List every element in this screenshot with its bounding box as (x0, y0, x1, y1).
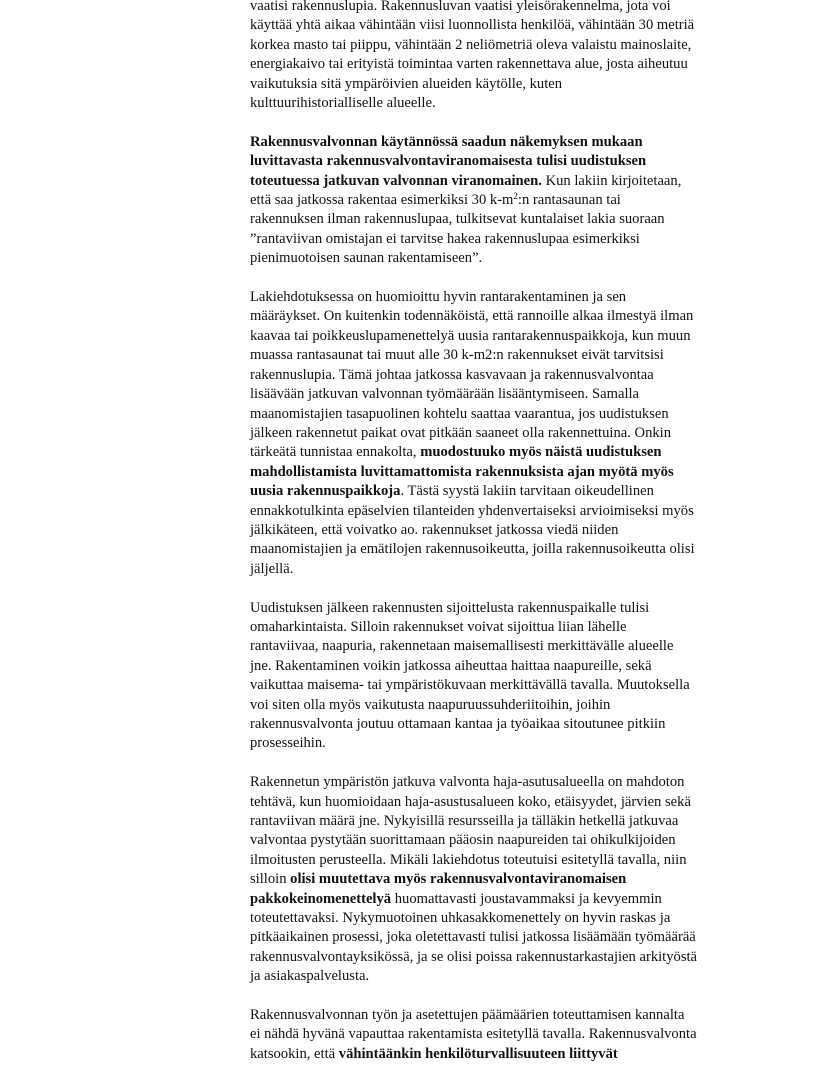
text-line (250, 172, 780, 191)
text-run: pienimuotoisen saunan rakentamiseen”. (250, 250, 483, 267)
text-run: rantaviivan määrä jne. Nykyisillä resursseilla ja tälläkin hetkellä jatkuvaa (250, 813, 679, 829)
text-line (250, 793, 780, 812)
text-line (250, 715, 780, 734)
text-run: tärkeätä tunnistaa ennakolta, (250, 444, 421, 461)
paragraph (250, 133, 780, 269)
text-run: ”rantaviivan omistajan ei tarvitse hakea rakennuslupaa esimerkiksi (250, 230, 640, 247)
text-run: ilmoitusten perusteella. Mikäli lakiehdotus toteutuisi esitetyllä tavalla, niin (250, 851, 687, 868)
text-run: vaikutuksia sitä ympäröivien alueiden käytölle, kuten (250, 75, 563, 92)
text-line (250, 288, 780, 307)
text-run: ei nähdä hyvänä vapauttaa rakentamista esitetyllä tavalla. Rakennusvalvonta (250, 1026, 697, 1043)
paragraph (250, 599, 780, 754)
text-line (250, 773, 780, 792)
text-run: pitkäaikainen prosessi, joka oletettavasti tulisi jatkossa lisäämään työmäärää (250, 929, 696, 946)
text-run: jne. Rakentaminen voikin jatkossa aiheuttaa haittaa naapureille, sekä (250, 657, 652, 674)
text-line (250, 210, 780, 229)
text-line (250, 812, 780, 831)
text-line (250, 734, 780, 753)
text-line (250, 191, 780, 210)
bold-text-run: uusia rakennuspaikkoja (250, 483, 401, 500)
text-run: omaharkintaista. Silloin rakennukset voivat sijoittua liian lähelle (250, 618, 627, 635)
text-line (250, 443, 780, 462)
bold-text-run: luvittavasta rakennusvalvontaviranomaisesta tulisi uudistuksen (250, 153, 647, 170)
text-run: maanomistajien ja emätilojen rakennusoikeutta, joilla rakennusoikeutta olisi (250, 541, 695, 558)
text-line (250, 948, 780, 967)
text-run: muassa rantasaunat tai muut alle 30 k-m2:n rakennukset eivät tarvitsisi (250, 347, 664, 364)
text-run: vaatisi rakennuslupia. Rakennusluvan vaatisi yleisörakennelma, jota voi (250, 0, 671, 14)
text-run: Rakennetun ympäristön jatkuva valvonta haja-asutusalueella on mahdoton (250, 774, 685, 791)
bold-text-run: pakkokeinomenettelyä (250, 890, 392, 907)
text-run: voi siten olla myös vaikutusta naapuruussuhderiitoihin, joihin (250, 696, 611, 713)
text-line (250, 16, 780, 35)
bold-text-run: olisi muutettava myös rakennusvalvontaviranomaisen (290, 871, 627, 888)
text-line (250, 424, 780, 443)
text-run: Lakiehdotuksessa on huomioittu hyvin rantarakentaminen ja sen (250, 289, 627, 306)
text-line (250, 909, 780, 928)
text-line (250, 599, 780, 618)
text-line (250, 152, 780, 171)
paragraph (250, 773, 780, 986)
text-line (250, 928, 780, 947)
text-line (250, 366, 780, 385)
text-run: huomattavasti joustavammaksi ja kevyemmin (391, 890, 662, 907)
text-line (250, 1025, 780, 1044)
bold-text-run: vähintäänkin henkilöturvallisuuteen liittyvät (338, 1045, 618, 1062)
text-line (250, 676, 780, 695)
text-run: että saa jatkossa rakentaa esimerkiksi 30 k-m (250, 192, 514, 209)
text-run: katsookin, että (250, 1045, 339, 1062)
text-line (250, 249, 780, 268)
text-run: . Tästä syystä lakiin tarvitaan oikeudellinen (400, 483, 654, 500)
superscript: 2 (513, 191, 518, 202)
text-run: kulttuurihistorialliselle alueelle. (250, 95, 436, 112)
text-run: Rakennusvalvonnan työn ja asetettujen päämäärien toteuttamisen kannalta (250, 1007, 685, 1024)
text-line (250, 75, 780, 94)
text-run: vaikuttaa maisema- tai ympäristökuvaan merkittävällä tavalla. Muutoksella (250, 677, 690, 694)
paragraph (250, 0, 780, 113)
text-run: rakennusvalvonta joutuu ottamaan kantaa ja työaikaa sitoutunee pitkiin (250, 715, 666, 732)
text-line (250, 385, 780, 404)
text-line (250, 831, 780, 850)
text-run: jälkikäteen, että voivatko ao. rakennukset jatkossa viedä niiden (250, 521, 619, 538)
text-line (250, 870, 780, 889)
text-run: rakennuksen ilman rakennuslupaa, tulkitsevat kuntalaiset lakia suoraan (250, 211, 665, 228)
bold-text-run: mahdollistamista luvittamattomista rakennuksista ajan myötä myös (250, 463, 674, 480)
text-line (250, 890, 780, 909)
text-line (250, 967, 780, 986)
text-run: rantaviivaa, naapuria, rakennetaan maisemallisesti merkittävälle alueelle (250, 638, 674, 655)
text-line (250, 463, 780, 482)
text-run: ja asiakaspalvelusta. (250, 968, 370, 985)
text-line (250, 230, 780, 249)
text-run: maanomistajien tasapuolinen kohtelu saattaa vaarantua, jos uudistuksen (250, 405, 669, 422)
paragraph (250, 288, 780, 579)
text-line (250, 307, 780, 326)
text-line (250, 55, 780, 74)
text-run: :n rantasaunan tai (517, 192, 621, 209)
text-line (250, 94, 780, 113)
text-line (250, 0, 780, 16)
text-line (250, 1006, 780, 1025)
text-run: Uudistuksen jälkeen rakennusten sijoittelusta rakennuspaikalle tulisi (250, 599, 650, 616)
text-run: ennakkotulkinta epäselvien tilanteiden yhdenvertaiseksi arvioimiseksi myös (250, 502, 694, 519)
text-run: rakennusvalvontayksikössä, ja se olisi poissa rakennustarkastajien arkityöstä (250, 948, 698, 965)
text-line (250, 405, 780, 424)
text-run: energiakaivo tai erityistä toimintaa varten rakennettava alue, josta aiheutuu (250, 56, 688, 73)
text-line (250, 521, 780, 540)
text-line (250, 560, 780, 579)
text-run: jälkeen rakennetut paikat ovat pitkään saaneet olla rakennettuina. Onkin (250, 424, 672, 441)
text-line (250, 36, 780, 55)
text-line (250, 502, 780, 521)
text-run: kaavaa tai poikkeuslupamenettelyä uusia rantarakennuspaikkoja, kun muun (250, 327, 691, 344)
text-line (250, 851, 780, 870)
text-line (250, 327, 780, 346)
text-run: rakennuslupia. Tämä johtaa jatkossa kasvavaan ja rakennusvalvontaa (250, 366, 654, 383)
text-line (250, 1045, 780, 1064)
text-run: korkea masto tai piippu, vähintään 2 neliömetriä oleva valaistu mainoslaite, (250, 36, 692, 53)
text-line (250, 696, 780, 715)
text-line (250, 637, 780, 656)
text-run: lisäävään jatkuvan valvonnan työmäärään lisääntymiseen. Samalla (250, 386, 640, 403)
text-run: määräykset. On kuitenkin todennäköistä, että rannoille alkaa ilmestyä ilman (250, 308, 694, 325)
text-run: tehtävä, kun huomioidaan haja-asustusalueen koko, etäisyydet, järvien sekä (250, 793, 691, 810)
text-line (250, 346, 780, 365)
text-run: prosesseihin. (250, 735, 326, 752)
document-page (250, 0, 780, 1084)
bold-text-run: muodostuuko myös näistä uudistuksen (420, 444, 662, 461)
text-line (250, 133, 780, 152)
text-line (250, 657, 780, 676)
bold-text-run: toteutuessa jatkuvan valvonnan viranomainen. (250, 172, 542, 189)
text-run: valvontaa pystytään suorittamaan pääosin naapureiden tai ohikulkijoiden (250, 832, 676, 849)
text-line (250, 540, 780, 559)
text-run: käyttää yhtä aikaa vähintään viisi luonnollista henkilöä, vähintään 30 metriä (250, 17, 695, 34)
bold-text-run: Rakennusvalvonnan käytännössä saadun näkemyksen mukaan (250, 133, 643, 150)
text-line (250, 482, 780, 501)
text-run: jäljellä. (250, 560, 294, 577)
text-line (250, 618, 780, 637)
text-run: toteutettavaksi. Nykymuotoinen uhkasakkomenettely on hyvin raskas ja (250, 910, 671, 927)
text-run: silloin (250, 871, 291, 888)
text-run: Kun lakiin kirjoitetaan, (541, 172, 682, 189)
